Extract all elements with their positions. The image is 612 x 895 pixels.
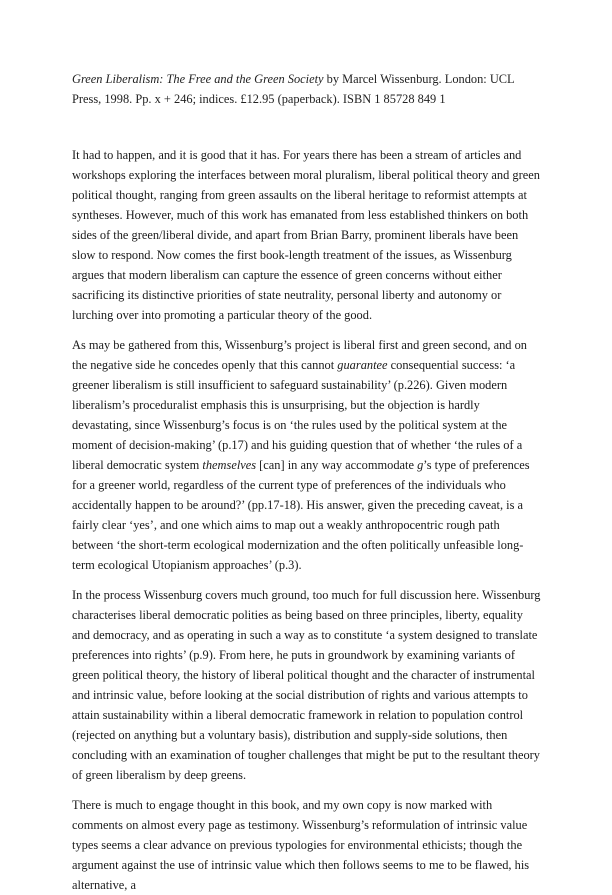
paragraph-2 bbox=[72, 335, 542, 575]
book-title: Green Liberalism: The Free and the Green Society bbox=[72, 72, 324, 86]
emphasis-g: g bbox=[417, 458, 424, 472]
paragraph-4: There is much to engage thought in this book, and my own copy is now marked with comments on almost every page as testimony. Wissenburg’s reformulation of intrinsic value types seems a clear advance on previous typologies for environmental ethicists; though the argument against the use of intrinsic value which then follows seems to me to be flawed, his alternative, a bbox=[72, 798, 530, 892]
emphasis-themselves: themselves bbox=[202, 458, 257, 472]
book-citation bbox=[72, 69, 542, 109]
paragraph-2-part-c: [can] in any way accommodate bbox=[256, 458, 418, 472]
paragraph-2-part-d: ’s type of preferences for a greener world, regardless of the current type of preferences of the individuals who accidentally happen to be around?’ (pp.17-18). His answer, given the preceding caveat, is a fairly clear ‘yes’, and one which aims to map out a weakly anthropocentric rough path between ‘the short-term ecological modernization and the often politically unfeasible long-term ecological Utopianism approaches’ (p.3). bbox=[72, 458, 530, 572]
paragraph-1: It had to happen, and it is good that it has. For years there has been a stream of articles and workshops exploring the interfaces between moral pluralism, liberal political theory and green political thought, ranging from green assaults on the liberal heritage to reformist attempts at syntheses. However, much of this work has emanated from less established thinkers on both sides of the green/liberal divide, and apart from Brian Barry, prominent liberals have been slow to respond. Now comes the first book-length treatment of the issues, as Wissenburg argues that modern liberalism can capture the essence of green concerns without either sacrificing its distinctive priorities of state neutrality, personal liberty and autonomy or lurching over into promoting a particular theory of the good. bbox=[72, 148, 540, 322]
citation-details: by Marcel Wissenburg. London: UCL Press, 1998. Pp. x + 246; indices. £12.95 (paperback). ISBN 1 85728 849 1 bbox=[72, 72, 515, 106]
paragraph-2-part-a: As may be gathered from this, Wissenburg’s project is liberal first and green second, and on the negative side he concedes openly that this cannot bbox=[72, 338, 527, 372]
paragraph-2-part-b: consequential success: ‘a greener liberalism is still insufficient to safeguard sustainability’ (p.226). Given modern liberalism’s proceduralist emphasis this is unsurprising, but the objection is hardly devastating, since Wissenburg’s focus is on ‘the rules used by the political system at the moment of decision-making’ (p.17) and his guiding question that of whether ‘the rules of a liberal democratic system bbox=[72, 358, 523, 472]
emphasis-guarantee: guarantee bbox=[337, 358, 388, 372]
paragraph-3: In the process Wissenburg covers much ground, too much for full discussion here. Wissenburg characterises liberal democratic polities as being based on three principles, liberty, equality and democracy, and as operating in such a way as to constitute ‘a system designed to translate preferences into rights’ (p.9). From here, he puts in groundwork by examining variants of green political theory, the history of liberal political thought and the character of instrumental and intrinsic value, before looking at the social distribution of rights and various attempts to attain sustainability within a liberal democratic framework in relation to population control (rejected on anything but a voluntary basis), distribution and supply-side solutions, then concluding with an examination of tougher challenges that might be put to the resultant theory of green liberalism by deep greens. bbox=[72, 588, 541, 782]
